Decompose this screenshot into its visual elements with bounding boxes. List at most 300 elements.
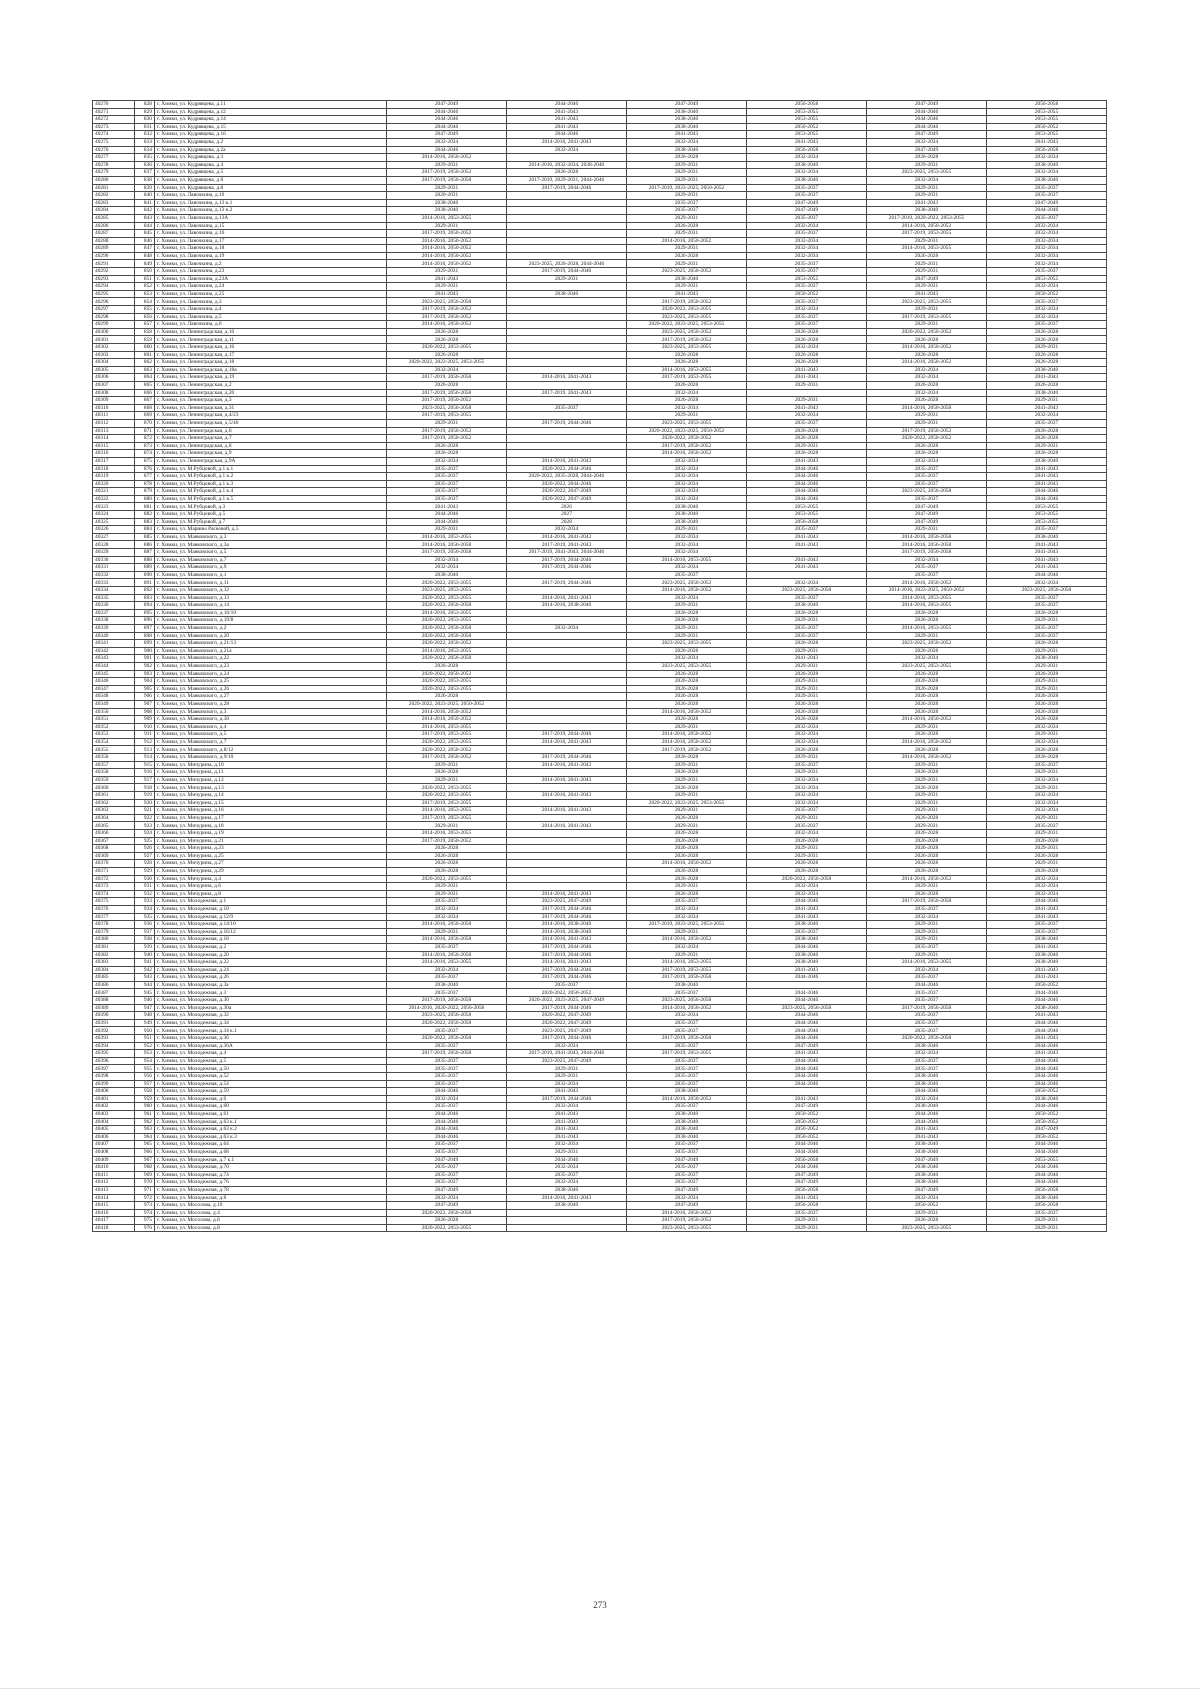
period-3: 2032-2034: [627, 533, 747, 541]
period-6: 2035-2037: [987, 761, 1107, 769]
period-3: 2032-2034: [627, 594, 747, 602]
row-number: 874: [135, 450, 155, 458]
period-3: 2038-2040: [627, 146, 747, 154]
period-3: 2035-2037: [627, 199, 747, 207]
period-6: 2032-2034: [987, 890, 1107, 898]
period-4: 2026-2028: [747, 359, 867, 367]
period-6: 2035-2037: [987, 1209, 1107, 1217]
period-5: 2047-2049: [867, 511, 987, 519]
period-1: 2044-2046: [387, 1118, 507, 1126]
period-3: 2014-2016, 2050-2052: [627, 450, 747, 458]
row-code: 40380: [93, 936, 135, 944]
period-3: 2047-2049: [627, 1202, 747, 1210]
row-number: 944: [135, 981, 155, 989]
period-3: 2026-2028: [627, 754, 747, 762]
period-4: 2044-2046: [747, 1012, 867, 1020]
row-address: г. Химки, ул. Ленинградская, д.17: [155, 351, 387, 359]
period-4: 2056-2058: [747, 1202, 867, 1210]
row-address: г. Химки, ул. Кудрявцева, д.2: [155, 138, 387, 146]
period-4: 2035-2037: [747, 230, 867, 238]
table-row: [93, 997, 1107, 1005]
period-3: 2017-2019, 2053-2055: [627, 966, 747, 974]
period-2: 2014-2016, 2041-2043: [507, 738, 627, 746]
row-code: 40294: [93, 283, 135, 291]
period-2: 2017-2019, 2044-2046: [507, 268, 627, 276]
row-address: г. Химки, ул. Мичурина, д.4: [155, 875, 387, 883]
period-1: 2014-2016, 2053-2055: [387, 807, 507, 815]
period-3: 2026-2028: [627, 678, 747, 686]
row-number: 834: [135, 146, 155, 154]
period-4: 2026-2028: [747, 427, 867, 435]
period-4: 2044-2046: [747, 465, 867, 473]
period-5: 2038-2040: [867, 1179, 987, 1187]
row-code: 40290: [93, 252, 135, 260]
row-number: 925: [135, 837, 155, 845]
row-code: 40394: [93, 1042, 135, 1050]
table-row: [93, 761, 1107, 769]
row-address: г. Химки, ул. Молодежная, д.34 к.1: [155, 1027, 387, 1035]
period-4: 2026-2028: [747, 450, 867, 458]
period-3: 2020-2022, 2053-2055: [627, 306, 747, 314]
period-6: 2029-2031: [987, 442, 1107, 450]
table-row: [93, 214, 1107, 222]
period-1: 2035-2037: [387, 943, 507, 951]
period-1: 2020-2031: [387, 192, 507, 200]
table-row: [93, 1110, 1107, 1118]
period-5: 2017-2019, 2020-2022, 2053-2055: [867, 214, 987, 222]
row-address: г. Химки, ул. Ленинградская, д.3: [155, 397, 387, 405]
period-3: 2029-2031: [627, 883, 747, 891]
period-6: 2038-2040: [987, 951, 1107, 959]
period-4: 2035-2037: [747, 313, 867, 321]
period-3: 2014-2016, 2050-2052: [627, 731, 747, 739]
period-1: 2032-2034: [387, 556, 507, 564]
row-address: г. Химки, ул. Молодежная, д.52: [155, 1073, 387, 1081]
period-6: 2035-2037: [987, 624, 1107, 632]
row-number: 942: [135, 966, 155, 974]
document-sheet: [92, 100, 1106, 1232]
row-number: 897: [135, 624, 155, 632]
period-4: 2026-2028: [747, 700, 867, 708]
row-code: 40399: [93, 1080, 135, 1088]
period-1: 2020-2022, 2056-2058: [387, 632, 507, 640]
period-6: 2056-2058: [987, 1202, 1107, 1210]
row-code: 40407: [93, 1141, 135, 1149]
period-2: 2014-2016, 2041-2043: [507, 959, 627, 967]
row-number: 833: [135, 138, 155, 146]
row-number: 857: [135, 321, 155, 329]
row-code: 40350: [93, 708, 135, 716]
table-row: [93, 359, 1107, 367]
period-3: 2029-2031: [627, 245, 747, 253]
table-row: [93, 1156, 1107, 1164]
row-code: 40352: [93, 723, 135, 731]
period-2: [507, 313, 627, 321]
table-row: [93, 1186, 1107, 1194]
period-5: 2026-2028: [867, 351, 987, 359]
period-4: 2044-2046: [747, 473, 867, 481]
period-3: 2035-2037: [627, 1073, 747, 1081]
period-3: 2029-2031: [627, 169, 747, 177]
period-6: 2035-2037: [987, 184, 1107, 192]
period-1: 2020-2022, 2053-2055: [387, 784, 507, 792]
period-2: [507, 283, 627, 291]
row-address: г. Химки, ул. Мичурина, д.10: [155, 761, 387, 769]
row-address: г. Химки, ул. Мичурина, д.12: [155, 776, 387, 784]
period-6: 2053-2055: [987, 518, 1107, 526]
period-2: [507, 708, 627, 716]
period-4: 2056-2058: [747, 518, 867, 526]
period-2: [507, 214, 627, 222]
period-5: 2014-2016, 2050-2052: [867, 738, 987, 746]
row-address: г. Химки, ул. Молодежная, д.54: [155, 1080, 387, 1088]
period-5: 2032-2034: [867, 457, 987, 465]
row-code: 40418: [93, 1224, 135, 1232]
row-code: 40333: [93, 579, 135, 587]
row-code: 40382: [93, 951, 135, 959]
table-row: [93, 511, 1107, 519]
period-5: 2014-2016, 2050-2058: [867, 404, 987, 412]
period-5: 2017-2019, 2053-2055: [867, 230, 987, 238]
period-2: 2044-2046: [507, 1156, 627, 1164]
period-4: 2035-2037: [747, 184, 867, 192]
row-code: 40335: [93, 594, 135, 602]
row-address: г. Химки, ул. Ленинградская, д.10: [155, 328, 387, 336]
period-2: 2014-2016, 2032-2034, 2038-2040: [507, 161, 627, 169]
row-number: 918: [135, 784, 155, 792]
period-3: 2035-2037: [627, 1080, 747, 1088]
table-row: [93, 617, 1107, 625]
row-number: 846: [135, 237, 155, 245]
period-3: 2035-2037: [627, 989, 747, 997]
row-code: 40292: [93, 268, 135, 276]
period-6: 2041-2043: [987, 974, 1107, 982]
period-1: 2026-2028: [387, 328, 507, 336]
table-row: [93, 587, 1107, 595]
period-4: 2029-2031: [747, 678, 867, 686]
period-5: 2029-2031: [867, 268, 987, 276]
period-1: 2029-2031: [387, 526, 507, 534]
page-number: 273: [593, 1600, 607, 1610]
table-row: [93, 268, 1107, 276]
period-6: 2032-2034: [987, 283, 1107, 291]
row-address: г. Химки, ул. Маяковского, д.7: [155, 738, 387, 746]
table-row: [93, 465, 1107, 473]
row-number: 951: [135, 1035, 155, 1043]
period-3: 2017-2019, 2023-2025, 2050-2052: [627, 184, 747, 192]
period-6: 2038-2040: [987, 1194, 1107, 1202]
period-1: 2044-2046: [387, 1088, 507, 1096]
period-3: 2026-2028: [627, 252, 747, 260]
period-4: 2032-2034: [747, 799, 867, 807]
period-1: 2044-2046: [387, 518, 507, 526]
period-5: 2026-2028: [867, 670, 987, 678]
period-1: 2047-2049: [387, 1186, 507, 1194]
period-5: 2023-2025, 2053-2055: [867, 662, 987, 670]
period-3: 2026-2028: [627, 784, 747, 792]
period-5: 2041-2043: [867, 199, 987, 207]
row-address: г. Химки, ул. Маяковского, д.5: [155, 731, 387, 739]
row-number: 963: [135, 1126, 155, 1134]
period-2: 2017-2019, 2044-2046: [507, 951, 627, 959]
row-code: 40324: [93, 511, 135, 519]
row-code: 40351: [93, 716, 135, 724]
row-number: 832: [135, 131, 155, 139]
table-row: [93, 230, 1107, 238]
period-2: [507, 571, 627, 579]
period-6: 2029-2031: [987, 1224, 1107, 1232]
period-6: 2026-2028: [987, 708, 1107, 716]
period-6: 2032-2034: [987, 875, 1107, 883]
period-1: 2017-2019, 2050-2052: [387, 397, 507, 405]
period-6: 2044-2046: [987, 1065, 1107, 1073]
period-6: 2044-2046: [987, 1027, 1107, 1035]
period-4: 2029-2031: [747, 754, 867, 762]
row-code: 40277: [93, 154, 135, 162]
row-number: 955: [135, 1065, 155, 1073]
period-4: 2047-2049: [747, 1042, 867, 1050]
period-5: 2029-2031: [867, 412, 987, 420]
row-number: 898: [135, 632, 155, 640]
period-1: 2035-2037: [387, 480, 507, 488]
period-3: 2029-2031: [627, 761, 747, 769]
table-row: [93, 321, 1107, 329]
row-code: 40386: [93, 981, 135, 989]
row-address: г. Химки, ул. Мичурина, д.21: [155, 837, 387, 845]
period-3: 2032-2034: [627, 457, 747, 465]
period-6: 2044-2046: [987, 1073, 1107, 1081]
row-code: 40354: [93, 738, 135, 746]
row-code: 40327: [93, 533, 135, 541]
table-row: [93, 754, 1107, 762]
period-2: 2017-2019, 2041-2043, 2044-2046: [507, 1050, 627, 1058]
period-5: 2032-2034: [867, 556, 987, 564]
period-4: 2041-2043: [747, 374, 867, 382]
table-row: [93, 116, 1107, 124]
period-1: 2014-2016, 2053-2055: [387, 214, 507, 222]
row-code: 40301: [93, 336, 135, 344]
period-2: 2023-2025, 2047-2049: [507, 1057, 627, 1065]
period-1: 2035-2037: [387, 1080, 507, 1088]
period-5: 2014-2016, 2056-2058: [867, 541, 987, 549]
period-3: 2029-2031: [627, 776, 747, 784]
period-4: 2041-2043: [747, 1194, 867, 1202]
row-number: 913: [135, 746, 155, 754]
period-2: 2014-2016, 2041-2043: [507, 822, 627, 830]
period-6: 2044-2046: [987, 1103, 1107, 1111]
period-6: 2026-2028: [987, 450, 1107, 458]
period-1: 2035-2037: [387, 1065, 507, 1073]
period-2: [507, 351, 627, 359]
row-address: г. Химки, ул. Мичурина, д.29: [155, 867, 387, 875]
row-number: 893: [135, 594, 155, 602]
row-address: г. Химки, ул. Молодежная, д.14/10: [155, 921, 387, 929]
period-6: 2050-2052: [987, 290, 1107, 298]
row-code: 40403: [93, 1110, 135, 1118]
period-2: 2017-2019, 2044-2046: [507, 579, 627, 587]
table-row: [93, 746, 1107, 754]
row-number: 903: [135, 670, 155, 678]
table-row: [93, 1202, 1107, 1210]
table-row: [93, 716, 1107, 724]
period-3: 2017-2019, 2050-2052: [627, 1217, 747, 1225]
period-6: 2035-2037: [987, 928, 1107, 936]
row-number: 915: [135, 761, 155, 769]
row-address: г. Химки, ул. Молодежная, д.61: [155, 1110, 387, 1118]
period-5: 2023-2025, 2053-2055: [867, 169, 987, 177]
period-1: 2026-2028: [387, 867, 507, 875]
table-row: [93, 450, 1107, 458]
period-4: 2023-2025, 2056-2058: [747, 1004, 867, 1012]
period-5: 2026-2028: [867, 814, 987, 822]
period-4: 2044-2046: [747, 1027, 867, 1035]
period-1: 2023-2025, 2056-2058: [387, 298, 507, 306]
period-3: 2026-2028: [627, 670, 747, 678]
table-row: [93, 518, 1107, 526]
period-1: 2029-2031: [387, 161, 507, 169]
period-4: 2026-2028: [747, 435, 867, 443]
row-number: 909: [135, 716, 155, 724]
period-4: 2035-2037: [747, 761, 867, 769]
period-5: 2017-2019, 2056-2058: [867, 1004, 987, 1012]
period-5: 2026-2028: [867, 784, 987, 792]
period-6: 2026-2028: [987, 852, 1107, 860]
row-address: г. Химки, ул. Молодежная, д.30а: [155, 1004, 387, 1012]
row-address: г. Химки, ул. Маяковского, д.3: [155, 708, 387, 716]
row-code: 40370: [93, 860, 135, 868]
period-3: 2029-2031: [627, 192, 747, 200]
period-1: 2041-2043: [387, 275, 507, 283]
period-5: 2026-2028: [867, 154, 987, 162]
period-6: 2050-2052: [987, 1133, 1107, 1141]
period-2: [507, 746, 627, 754]
period-2: [507, 852, 627, 860]
period-3: 2026-2028: [627, 381, 747, 389]
period-1: 2023-2025, 2056-2058: [387, 404, 507, 412]
table-row: [93, 731, 1107, 739]
row-number: 845: [135, 230, 155, 238]
period-1: 2035-2037: [387, 495, 507, 503]
period-6: 2032-2034: [987, 723, 1107, 731]
period-4: 2038-2040: [747, 602, 867, 610]
row-address: г. Химки, ул. Молодежная, д.20: [155, 951, 387, 959]
period-3: 2038-2040: [627, 123, 747, 131]
row-number: 922: [135, 814, 155, 822]
period-2: 2032-2034: [507, 146, 627, 154]
period-5: 2035-2037: [867, 1065, 987, 1073]
period-5: 2017-2019, 2056-2058: [867, 898, 987, 906]
table-row: [93, 123, 1107, 131]
period-1: 2020-2022, 2053-2055: [387, 344, 507, 352]
period-2: 2017-2019, 2041-2043, 2044-2046: [507, 549, 627, 557]
row-code: 40296: [93, 298, 135, 306]
period-4: 2050-2052: [747, 290, 867, 298]
period-4: 2032-2034: [747, 830, 867, 838]
period-5: 2020-2022, 2050-2052: [867, 435, 987, 443]
period-1: 2014-2016, 2056-2058: [387, 951, 507, 959]
row-number: 879: [135, 488, 155, 496]
period-4: 2026-2028: [747, 716, 867, 724]
period-5: 2026-2028: [867, 890, 987, 898]
table-row: [93, 549, 1107, 557]
period-4: 2029-2031: [747, 769, 867, 777]
period-2: [507, 1217, 627, 1225]
period-4: 2026-2028: [747, 640, 867, 648]
period-4: 2053-2055: [747, 131, 867, 139]
period-2: 2038-2040: [507, 1202, 627, 1210]
row-code: 40276: [93, 146, 135, 154]
period-4: 2044-2046: [747, 943, 867, 951]
row-address: г. Химки, ул. Молодежная, д.1: [155, 898, 387, 906]
period-1: 2029-2031: [387, 883, 507, 891]
period-3: 2035-2037: [627, 1171, 747, 1179]
table-row: [93, 1080, 1107, 1088]
period-5: 2029-2031: [867, 723, 987, 731]
period-6: 2032-2034: [987, 792, 1107, 800]
period-6: 2029-2031: [987, 830, 1107, 838]
period-3: 2035-2037: [627, 1019, 747, 1027]
period-1: 2026-2028: [387, 381, 507, 389]
row-address: г. Химки, ул. Мосолова, д.4: [155, 1209, 387, 1217]
period-5: 2044-2046: [867, 123, 987, 131]
period-1: 2020-2022, 2053-2055: [387, 1224, 507, 1232]
row-code: 40359: [93, 776, 135, 784]
period-4: 2035-2037: [747, 1209, 867, 1217]
period-1: 2014-2016, 2050-2052: [387, 716, 507, 724]
period-1: 2035-2037: [387, 473, 507, 481]
table-row: [93, 1148, 1107, 1156]
period-4: 2032-2034: [747, 412, 867, 420]
period-5: 2017-2019, 2050-2052: [867, 427, 987, 435]
period-5: 2047-2049: [867, 1186, 987, 1194]
period-4: 2035-2037: [747, 192, 867, 200]
period-1: 2020-2022, 2053-2055: [387, 875, 507, 883]
row-code: 40309: [93, 397, 135, 405]
period-6: 2026-2028: [987, 700, 1107, 708]
period-5: 2026-2028: [867, 397, 987, 405]
row-code: 40334: [93, 587, 135, 595]
period-3: 2026-2028: [627, 852, 747, 860]
period-3: 2023-2025, 2053-2055: [627, 344, 747, 352]
row-number: 873: [135, 442, 155, 450]
period-4: 2041-2043: [747, 1095, 867, 1103]
row-code: 40303: [93, 351, 135, 359]
period-3: 2038-2040: [627, 116, 747, 124]
row-code: 40372: [93, 875, 135, 883]
period-1: 2029-2031: [387, 928, 507, 936]
period-6: 2044-2046: [987, 495, 1107, 503]
period-1: 2026-2028: [387, 1217, 507, 1225]
period-4: 2041-2043: [747, 366, 867, 374]
period-3: 2023-2025, 2053-2055: [627, 1224, 747, 1232]
period-2: [507, 640, 627, 648]
row-address: г. Химки, ул. Маяковского, д.25: [155, 678, 387, 686]
period-2: 2035-2037: [507, 981, 627, 989]
period-4: 2038-2040: [747, 936, 867, 944]
row-address: г. Химки, ул. Ленинградская, д.16: [155, 344, 387, 352]
table-row: [93, 814, 1107, 822]
period-3: 2032-2034: [627, 404, 747, 412]
period-3: 2032-2034: [627, 488, 747, 496]
row-code: 40355: [93, 746, 135, 754]
period-1: 2014-2016, 2056-2058: [387, 541, 507, 549]
period-4: 2026-2028: [747, 867, 867, 875]
period-3: 2023-2025, 2053-2055: [627, 640, 747, 648]
row-code: 40404: [93, 1118, 135, 1126]
row-code: 40305: [93, 366, 135, 374]
row-number: 968: [135, 1164, 155, 1172]
period-5: 2038-2040: [867, 1080, 987, 1088]
